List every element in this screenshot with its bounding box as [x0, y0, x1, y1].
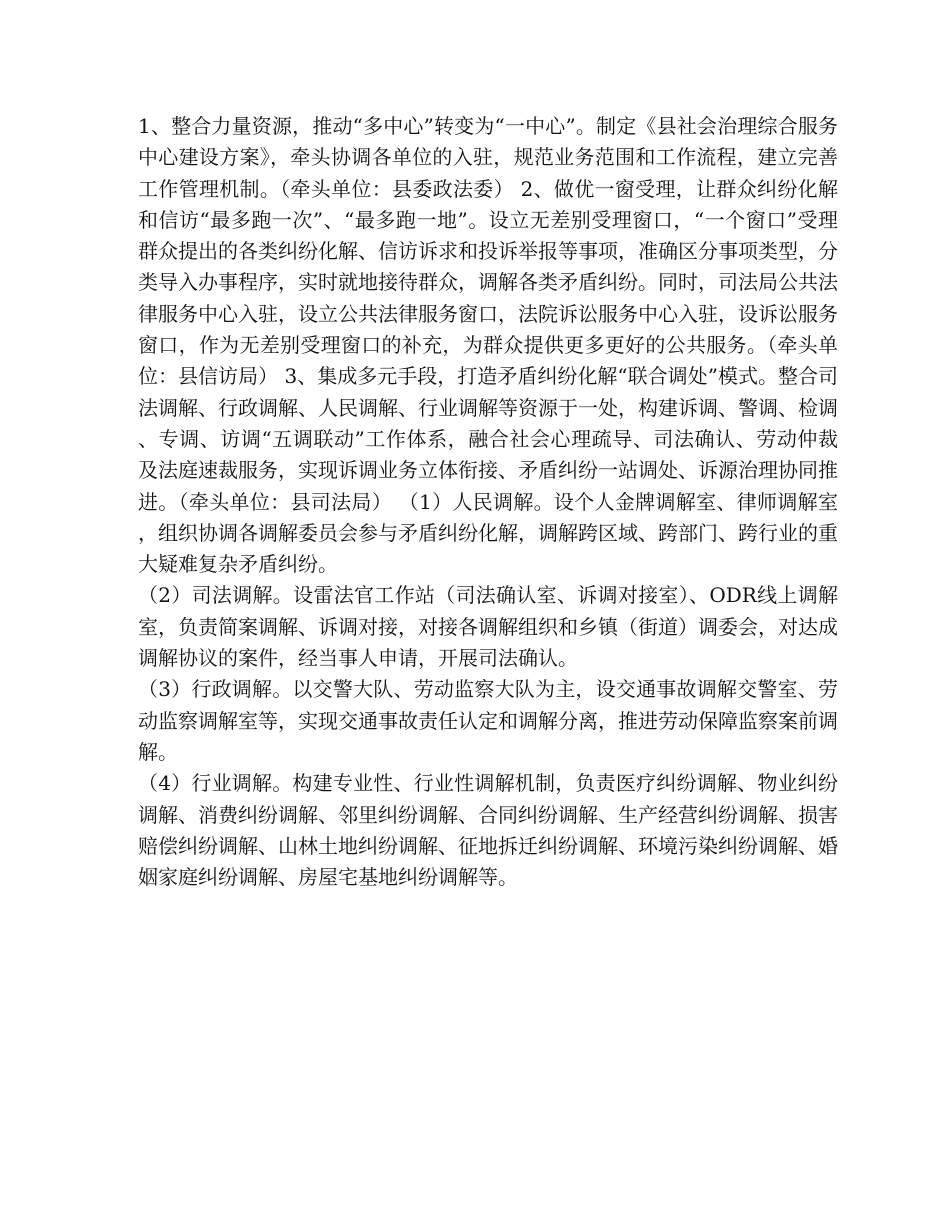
- paragraph-3: （3）行政调解。以交警大队、劳动监察大队为主，设交通事故调解交警室、劳动监察调解室等，实现交通事故责任认定和调解分离，推进劳动保障监察案前调解。: [138, 677, 838, 764]
- paragraph-1: 1、整合力量资源，推动“多中心”转变为“一中心”。制定《县社会治理综合服务中心建设方案》，牵头协调各单位的入驻，规范业务范围和工作流程，建立完善工作管理机制。（牵头单位：县委政法委） 2、做优一窗受理，让群众纠纷化解和信访“最多跑一次”、“最多跑一地”。设立无差别受理窗口，“一个窗口”受理群众提出的各类纠纷化解、信访诉求和投诉举报等事项，准确区分事项类型，分类导入办事程序，实时就地接待群众，调解各类矛盾纠纷。同时，司法局公共法律服务中心入驻，设立公共法律服务窗口，法院诉讼服务中心入驻，设诉讼服务窗口，作为无差别受理窗口的补充，为群众提供更多更好的公共服务。（牵头单位：县信访局） 3、集成多元手段，打造矛盾纠纷化解“联合调处”模式。整合司法调解、行政调解、人民调解、行业调解等资源于一处，构建诉调、警调、检调、专调、访调“五调联动”工作体系，融合社会心理疏导、司法确认、劳动仲裁及法庭速裁服务，实现诉调业务立体衔接、矛盾纠纷一站调处、诉源治理协同推进。（牵头单位：县司法局） （1）人民调解。设个人金牌调解室、律师调解室，组织协调各调解委员会参与矛盾纠纷化解，调解跨区域、跨部门、跨行业的重大疑难复杂矛盾纠纷。: [138, 114, 838, 577]
- document-page: [138, 111, 838, 893]
- paragraph-4: （4）行业调解。构建专业性、行业性调解机制，负责医疗纠纷调解、物业纠纷调解、消费纠纷调解、邻里纠纷调解、合同纠纷调解、生产经营纠纷调解、损害赔偿纠纷调解、山林土地纠纷调解、征地拆迁纠纷调解、环境污染纠纷调解、婚姻家庭纠纷调解、房屋宅基地纠纷调解等。: [138, 771, 838, 890]
- paragraph-2: （2）司法调解。设雷法官工作站（司法确认室、诉调对接室）、ODR线上调解室，负责简案调解、诉调对接，对接各调解组织和乡镇（街道）调委会，对达成调解协议的案件，经当事人申请，开展司法确认。: [138, 583, 838, 671]
